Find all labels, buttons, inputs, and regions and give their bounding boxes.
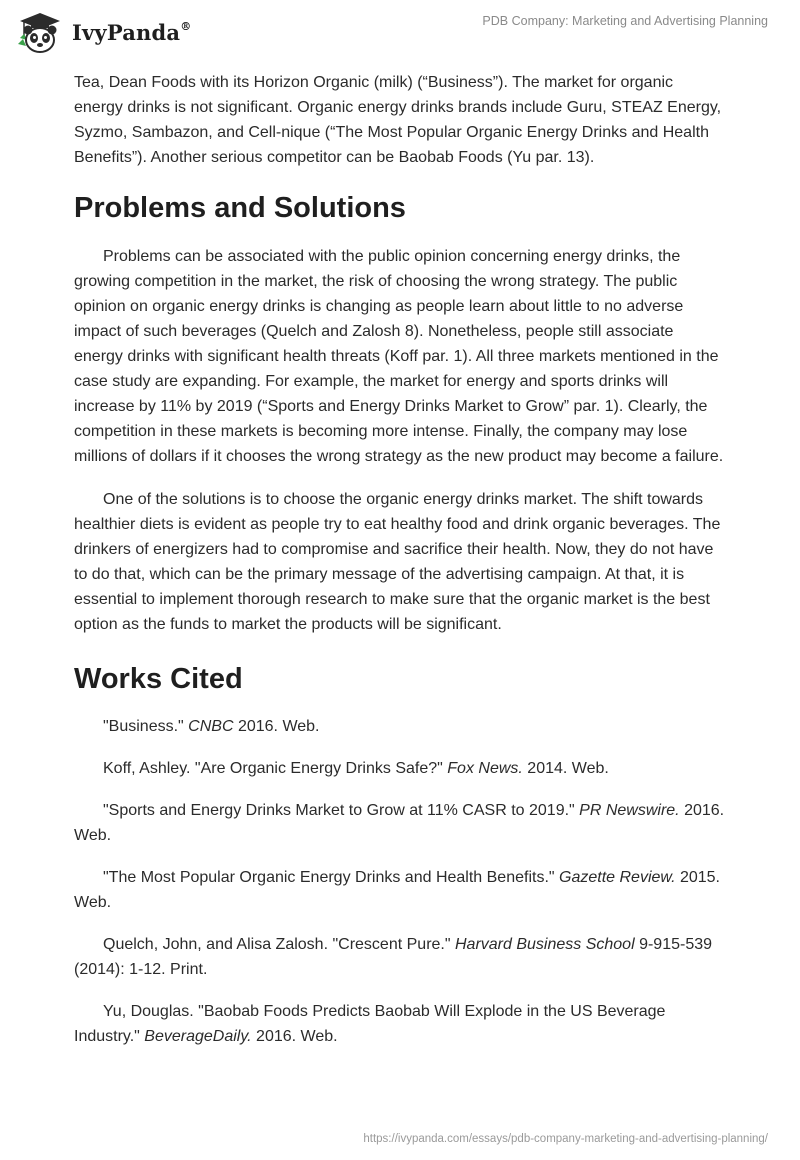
citation-entry: "Sports and Energy Drinks Market to Grow at 11% CASR to 2019." PR Newswire. 2016. Web. bbox=[74, 802, 725, 844]
document-title: PDB Company: Marketing and Advertising Planning bbox=[482, 14, 768, 28]
brand-name: IvyPanda® bbox=[72, 19, 192, 45]
citation-entry: "Business." CNBC 2016. Web. bbox=[103, 718, 320, 735]
panda-graduate-icon bbox=[14, 8, 66, 56]
section-heading-problems: Problems and Solutions bbox=[74, 192, 406, 224]
body-paragraph: One of the solutions is to choose the organic energy drinks market. The shift towards healthier diets is evident as people try to eat healthy food and drink organic beverages. The drinkers of energizers had to compromise and sacrifice their health. Now, they do not have to do that, which can be the primary message of the advertising campaign. At that, it is essential to implement thorough research to make sure that the organic market is the best option as the funds to market the products will be significant. bbox=[74, 491, 721, 633]
citation-entry: Quelch, John, and Alisa Zalosh. "Crescent Pure." Harvard Business School 9-915-539 (2014): 1-12. Print. bbox=[74, 936, 713, 978]
page-header bbox=[0, 0, 800, 64]
citation-entry: Koff, Ashley. "Are Organic Energy Drinks Safe?" Fox News. 2014. Web. bbox=[103, 760, 609, 777]
source-url[interactable]: https://ivypanda.com/essays/pdb-company-marketing-and-advertising-planning/ bbox=[363, 1133, 768, 1145]
ivypanda-logo[interactable] bbox=[14, 8, 191, 56]
citation-entry: "The Most Popular Organic Energy Drinks and Health Benefits." Gazette Review. 2015. Web. bbox=[74, 869, 720, 911]
intro-paragraph: Tea, Dean Foods with its Horizon Organic (milk) (“Business”). The market for organic energy drinks is not significant. Organic energy drinks brands include Guru, STEAZ Energy, Syzmo, Sambazon, and Cell-nique (“The Most Popular Organic Energy Drinks and Health Benefits”). Another serious competitor can be Baobab Foods (Yu par. 13). bbox=[74, 74, 722, 166]
body-paragraph: Problems can be associated with the public opinion concerning energy drinks, the growing competition in the market, the risk of choosing the wrong strategy. The public opinion on organic energy drinks is changing as people learn about little to no adverse impact of such beverages (Quelch and Zalosh 8). Nonetheless, people still associate energy drinks with significant health threats (Koff par. 1). All three markets mentioned in the case study are expanding. For example, the market for energy and sports drinks will increase by 11% by 2019 (“Sports and Energy Drinks Market to Grow” par. 1). Clearly, the competition in these markets is becoming more intense. Finally, the company may lose millions of dollars if it chooses the wrong strategy as the new product may become a failure. bbox=[74, 248, 724, 465]
citation-entry: Yu, Douglas. "Baobab Foods Predicts Baobab Will Explode in the US Beverage Industry." BeverageDaily. 2016. Web. bbox=[74, 1003, 666, 1045]
essay-content bbox=[74, 70, 726, 1049]
section-heading-works-cited: Works Cited bbox=[74, 663, 243, 695]
